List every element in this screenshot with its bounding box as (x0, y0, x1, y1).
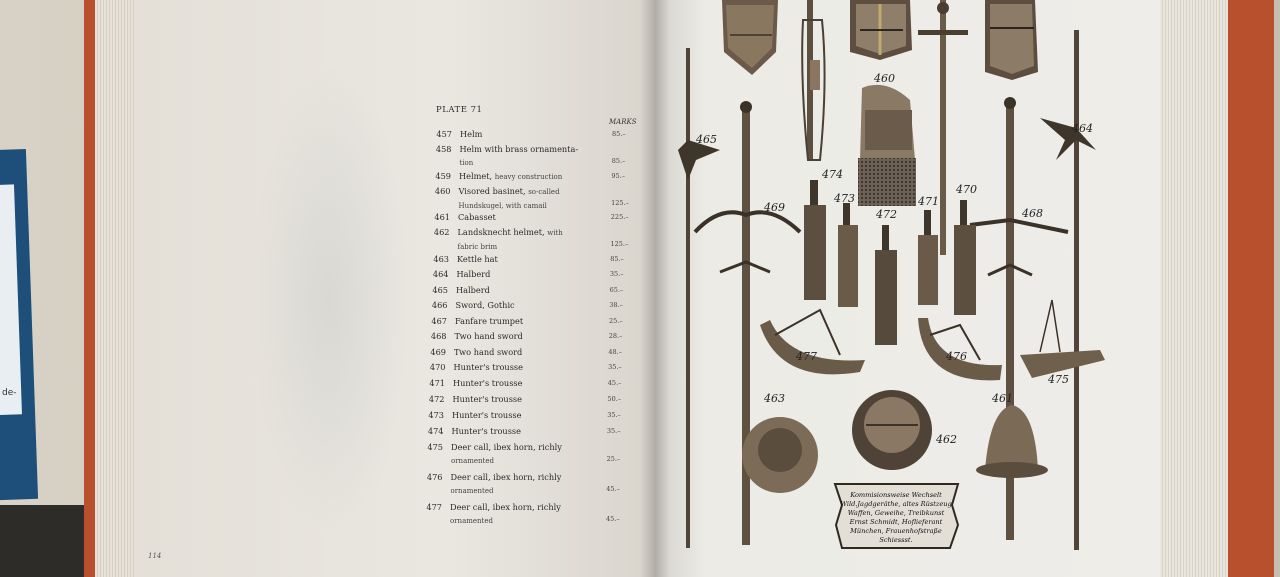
item-name-text: Helmet, (459, 171, 493, 181)
hunters-trousse-474-icon (804, 180, 826, 300)
list-item (419, 330, 595, 343)
label-463: 463 (764, 392, 785, 405)
item-price: 125.– (610, 240, 629, 248)
item-name-continuation: fabric brim (457, 243, 498, 251)
item-detail: heavy construction (494, 173, 563, 181)
landsknecht-helmet-icon (852, 390, 932, 470)
label-474: 474 (822, 168, 843, 181)
helm-icon (722, 0, 778, 75)
item-number: 459 (435, 171, 451, 181)
list-item (424, 143, 600, 170)
item-name (454, 346, 594, 359)
cartouche-line-3: Waffen, Geweihe, Treibkunst (847, 509, 945, 517)
list-item (418, 361, 594, 374)
item-price: 35.– (606, 427, 621, 435)
hunters-trousse-473-icon (838, 203, 858, 307)
item-name-text: Fanfare trumpet (455, 316, 524, 326)
item-price: 35.– (607, 411, 621, 419)
visored-basinet-icon (858, 85, 916, 206)
label-465: 465 (696, 133, 717, 146)
list-item (419, 315, 595, 328)
item-number: 475 (427, 442, 443, 452)
item-price: 48.– (608, 348, 622, 356)
item-price: 25.– (609, 317, 623, 325)
item-name (452, 425, 592, 438)
label-472: 472 (876, 208, 897, 221)
item-name-text: Halberd (456, 269, 491, 279)
label-470: 470 (956, 183, 977, 196)
item-number: 474 (427, 426, 444, 436)
label-475: 475 (1048, 373, 1069, 386)
item-number: 472 (428, 394, 445, 404)
item-number: 467 (431, 316, 447, 326)
item-number: 471 (429, 378, 445, 388)
list-item (423, 185, 599, 213)
label-462: 462 (936, 433, 957, 446)
item-name-text: Deer call, ibex horn, richly (451, 442, 562, 452)
list-item (415, 471, 591, 498)
item-number: 457 (436, 129, 452, 139)
cartouche-line-5: München, Frauenhofstraße (850, 527, 942, 535)
item-name-text: Landsknecht helmet, (457, 227, 545, 237)
item-name (457, 268, 597, 281)
item-price: 45.– (606, 515, 620, 523)
heavy-helmet-icon (985, 0, 1038, 80)
item-price: 28.– (608, 332, 623, 340)
item-number: 469 (430, 347, 446, 357)
item-price: 38.– (609, 301, 623, 309)
list-item (416, 409, 592, 422)
item-name-text: Two hand sword (454, 331, 523, 341)
page-edges-right (1160, 0, 1228, 577)
label-469: 469 (764, 201, 785, 214)
item-name (453, 393, 593, 406)
item-number: 464 (432, 269, 449, 279)
item-price: 25.– (606, 455, 621, 463)
blue-book-fragment: de- (2, 388, 17, 398)
item-name (451, 471, 591, 498)
item-name-text: Hunter's trousse (452, 394, 522, 404)
item-name (458, 211, 598, 224)
show-through-shadow (250, 60, 410, 540)
item-name-continuation: tion (459, 159, 474, 167)
item-name-text: Hunter's trousse (453, 362, 523, 372)
item-name-text: Helm (460, 129, 483, 139)
list-item (418, 346, 594, 359)
item-name (457, 253, 597, 266)
item-name (455, 315, 595, 328)
item-detail: so-called (528, 188, 560, 196)
item-name (459, 185, 599, 213)
halberd-465-icon (678, 48, 720, 548)
item-number: 463 (433, 254, 449, 264)
item-name-continuation: ornamented (451, 457, 494, 465)
list-item (417, 377, 593, 390)
item-name (455, 330, 595, 343)
item-name-continuation: Hundskugel, with camail (458, 202, 547, 210)
item-price: 50.– (607, 395, 622, 403)
item-price: 85.– (610, 255, 624, 263)
list-item (424, 128, 600, 141)
cartouche-line-4: Ernst Schmidt, Hoflieferant (849, 518, 943, 526)
item-number: 465 (432, 285, 448, 295)
item-name (458, 226, 598, 254)
label-464: 464 (1072, 122, 1093, 135)
item-name (450, 501, 590, 528)
item-number: 460 (434, 186, 451, 196)
item-name (451, 441, 591, 468)
item-number: 470 (429, 362, 446, 372)
item-name-continuation: ornamented (450, 517, 493, 525)
dealer-cartouche (835, 484, 958, 548)
item-name (456, 284, 596, 297)
plate-illustration (660, 0, 1160, 577)
label-471: 471 (918, 195, 939, 208)
item-detail: with (547, 229, 563, 237)
item-price: 225.– (610, 213, 629, 221)
list-item (416, 425, 592, 438)
deer-call-477-icon (760, 310, 865, 374)
item-name-text: Two hand sword (454, 347, 523, 357)
item-price: 45.– (606, 485, 620, 493)
page-number: 114 (148, 552, 162, 560)
hunters-trousse-471-icon (918, 210, 938, 305)
item-name-text: Visored basinet, (458, 186, 526, 196)
hunters-trousse-470-icon (954, 200, 976, 315)
item-number: 476 (426, 472, 443, 482)
item-price: 35.– (608, 363, 622, 371)
item-name (452, 409, 592, 422)
list-item (415, 441, 591, 468)
cartouche-line-2: Wild.Jagdgeräthe, altes Rüstzeug (840, 500, 952, 508)
item-name-continuation: ornamented (450, 487, 494, 495)
list-item (420, 299, 596, 312)
list-item (422, 226, 598, 254)
dark-corner (0, 505, 90, 577)
item-name-text: Kettle hat (457, 254, 498, 264)
item-name (460, 143, 600, 170)
cabasset-icon (976, 405, 1048, 478)
label-468: 468 (1022, 207, 1043, 220)
kettle-hat-icon (742, 417, 818, 493)
fanfare-trumpet-icon (802, 0, 824, 160)
item-number: 458 (435, 144, 452, 154)
label-460: 460 (874, 72, 895, 85)
item-name-text: Hunter's trousse (453, 378, 523, 388)
label-476: 476 (946, 350, 967, 363)
item-name-text: Halberd (456, 285, 490, 295)
label-461: 461 (992, 392, 1013, 405)
list-item (421, 253, 597, 266)
item-name-text: Cabasset (458, 212, 496, 222)
item-name-text: Deer call, ibex horn, richly (450, 472, 562, 482)
halberd-464-icon (1040, 30, 1096, 550)
item-name-text: Hunter's trousse (452, 410, 522, 420)
item-price: 35.– (609, 270, 624, 278)
hunters-trousse-472-icon (875, 225, 897, 345)
list-item (423, 170, 599, 184)
item-number: 477 (426, 502, 442, 512)
item-name (460, 128, 600, 141)
list-item (414, 501, 590, 528)
list-item (422, 211, 598, 224)
item-number: 462 (433, 227, 450, 237)
list-item (417, 393, 593, 406)
marks-header: MARKS (609, 118, 637, 126)
item-name (453, 377, 593, 390)
cartouche-line-6: Schiessst. (879, 536, 913, 544)
item-name (456, 299, 596, 312)
plate-title: PLATE 71 (436, 105, 483, 115)
label-477: 477 (796, 350, 817, 363)
item-number: 461 (434, 212, 450, 222)
item-price: 85.– (612, 130, 626, 138)
item-number: 466 (431, 300, 448, 310)
item-price: 45.– (607, 379, 622, 387)
item-price: 65.– (609, 286, 624, 294)
item-name-text: Helm with brass ornamenta- (459, 144, 579, 154)
item-price: 85.– (611, 157, 626, 165)
item-name-text: Deer call, ibex horn, richly (450, 502, 561, 512)
list-item (420, 284, 596, 297)
item-name-text: Sword, Gothic (455, 300, 515, 310)
item-number: 473 (428, 410, 444, 420)
deer-call-475-icon (1020, 300, 1105, 378)
item-number: 468 (430, 331, 447, 341)
item-name (454, 361, 594, 374)
helm-brass-icon (850, 0, 912, 60)
cartouche-line-1: Kommisionsweise Wechselt (850, 491, 942, 499)
item-price: 95.– (611, 172, 625, 180)
item-name (459, 170, 599, 184)
item-name-text: Hunter's trousse (451, 426, 521, 436)
label-473: 473 (834, 192, 855, 205)
list-item (421, 268, 597, 281)
item-price: 125.– (611, 199, 629, 207)
